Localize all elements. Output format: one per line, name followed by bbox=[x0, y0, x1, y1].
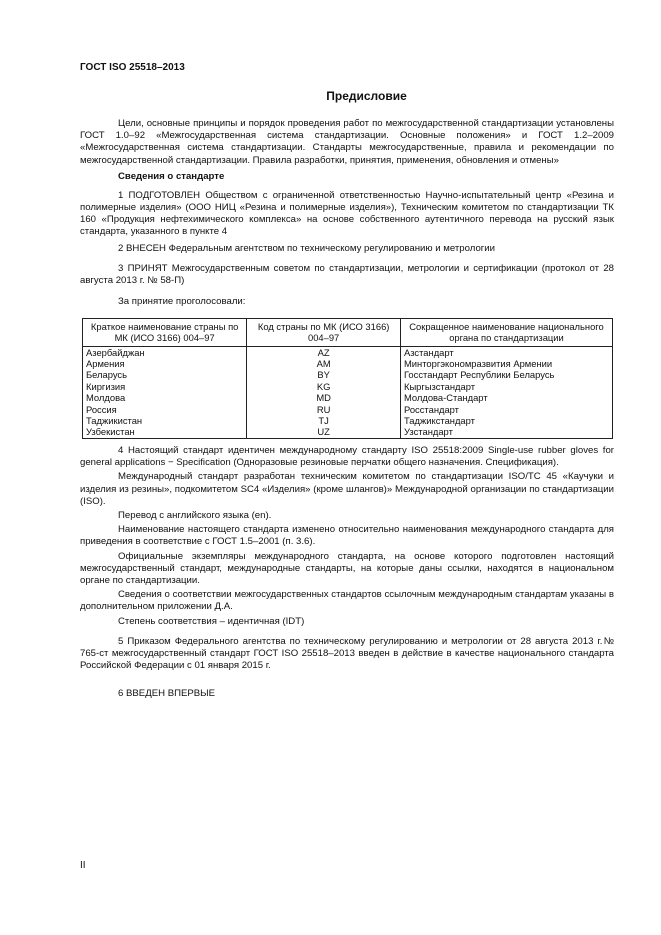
code-cell: BY bbox=[247, 369, 401, 380]
country-cell: Азербайджан bbox=[83, 346, 247, 358]
item-4-paragraph: 4 Настоящий стандарт идентичен международному стандарту ISO 25518:2009 Single-use rubber gloves for general applications − Specification (Одноразовые резиновые перчатки общего назначения. Спецификация). bbox=[80, 444, 614, 469]
voted-label: За принятие проголосовали: bbox=[118, 295, 246, 307]
body-cell: Узстандарт bbox=[400, 426, 612, 438]
country-cell: Узбекистан bbox=[83, 426, 247, 438]
body-cell: Азстандарт bbox=[400, 346, 612, 358]
item-1-paragraph: 1 ПОДГОТОВЛЕН Обществом с ограниченной ответственностью Научно-испытательный центр «Резина и полимерные изделия» (ООО НИЦ «Резина и полимерные изделия»), Техническим комитетом по стандартизации ТК 160 «Продукция нефтехимического комплекса» на основе собственного аутентичного перевода на русский язык стандарта, указанного в пункте 4 bbox=[80, 189, 614, 238]
table-header-row bbox=[83, 318, 613, 346]
translation-paragraph: Перевод с английского языка (en). bbox=[118, 509, 272, 521]
country-cell: Россия bbox=[83, 404, 247, 415]
table-row bbox=[83, 404, 613, 415]
body-cell: Минторгэкономразвития Армении bbox=[400, 358, 612, 369]
intro-paragraph: Цели, основные принципы и порядок проведения работ по межгосударственной стандартизации установлены ГОСТ 1.0–92 «Межгосударственная система стандартизации. Основные положения» и ГОСТ 1.2–2009 «Межгосударственная система стандартизации. Стандарты межгосударственные, правила и рекомендации по межгосударственной стандартизации. Правила разработки, принятия, применения, обновления и отмены» bbox=[80, 118, 614, 166]
country-cell: Молдова bbox=[83, 392, 247, 403]
column-header-country: Краткое наименование страны по МК (ИСО 3166) 004–97 bbox=[83, 318, 247, 346]
body-cell: Молдова-Стандарт bbox=[400, 392, 612, 403]
column-header-body: Сокращенное наименование национального органа по стандартизации bbox=[400, 318, 612, 346]
country-cell: Беларусь bbox=[83, 369, 247, 380]
column-header-code: Код страны по МК (ИСО 3166) 004–97 bbox=[247, 318, 401, 346]
body-cell: Таджикстандарт bbox=[400, 415, 612, 426]
country-cell: Армения bbox=[83, 358, 247, 369]
section-subtitle: Сведения о стандарте bbox=[118, 171, 225, 183]
item-6-paragraph: 6 ВВЕДЕН ВПЕРВЫЕ bbox=[118, 688, 216, 700]
code-cell: UZ bbox=[247, 426, 401, 438]
degree-paragraph: Степень соответствия – идентичная (IDT) bbox=[118, 615, 305, 627]
page-number: II bbox=[80, 860, 86, 871]
table-row bbox=[83, 358, 613, 369]
item-5-paragraph: 5 Приказом Федерального агентства по техническому регулированию и метрологии от 28 августа 2013 г.№ 765-ст межгосударственный стандарт ГОСТ ISO 25518–2013 введен в действие в качестве национального стандарта Российской Федерации с 01 января 2015 г. bbox=[80, 635, 614, 672]
code-cell: KG bbox=[247, 381, 401, 392]
code-cell: AM bbox=[247, 358, 401, 369]
item-2-paragraph: 2 ВНЕСЕН Федеральным агентством по техническому регулированию и метрологии bbox=[118, 243, 496, 255]
country-cell: Киргизия bbox=[83, 381, 247, 392]
document-header: ГОСТ ISO 25518–2013 bbox=[80, 62, 185, 73]
country-cell: Таджикистан bbox=[83, 415, 247, 426]
info-paragraph: Сведения о соответствии межгосударственных стандартов ссылочным международным стандартам указаны в дополнительном приложении Д.А. bbox=[80, 589, 614, 613]
body-cell: Кыргызстандарт bbox=[400, 381, 612, 392]
table-row bbox=[83, 346, 613, 358]
developed-paragraph: Международный стандарт разработан техническим комитетом по стандартизации ISO/TC 45 «Каучуки и изделия из резины», подкомитетом SC4 «Изделия» (кроме шлангов)» Международной организации по стандартизации (ISO). bbox=[80, 471, 614, 507]
code-cell: TJ bbox=[247, 415, 401, 426]
table-row bbox=[83, 392, 613, 403]
table-row bbox=[83, 426, 613, 438]
table-row bbox=[83, 381, 613, 392]
body-cell: Госстандарт Республики Беларусь bbox=[400, 369, 612, 380]
official-copies-paragraph: Официальные экземпляры международного стандарта, на основе которого подготовлен настоящий межгосударственный стандарт, международные стандарты, на которые даны ссылки, находятся в национальном органе по стандартизации. bbox=[80, 550, 614, 586]
body-cell: Росстандарт bbox=[400, 404, 612, 415]
table-row bbox=[83, 415, 613, 426]
code-cell: MD bbox=[247, 392, 401, 403]
code-cell: AZ bbox=[247, 346, 401, 358]
page-title: Предисловие bbox=[326, 89, 407, 103]
name-change-paragraph: Наименование настоящего стандарта изменено относительно наименования международного стандарта для приведения в соответствие с ГОСТ 1.5–2001 (п. 3.6). bbox=[80, 524, 614, 548]
table-row bbox=[83, 369, 613, 380]
item-3-paragraph: 3 ПРИНЯТ Межгосударственным советом по стандартизации, метрологии и сертификации (протокол от 28 августа 2013 г. № 58-П) bbox=[80, 263, 614, 287]
code-cell: RU bbox=[247, 404, 401, 415]
countries-table bbox=[82, 318, 613, 439]
document-body bbox=[80, 118, 614, 705]
